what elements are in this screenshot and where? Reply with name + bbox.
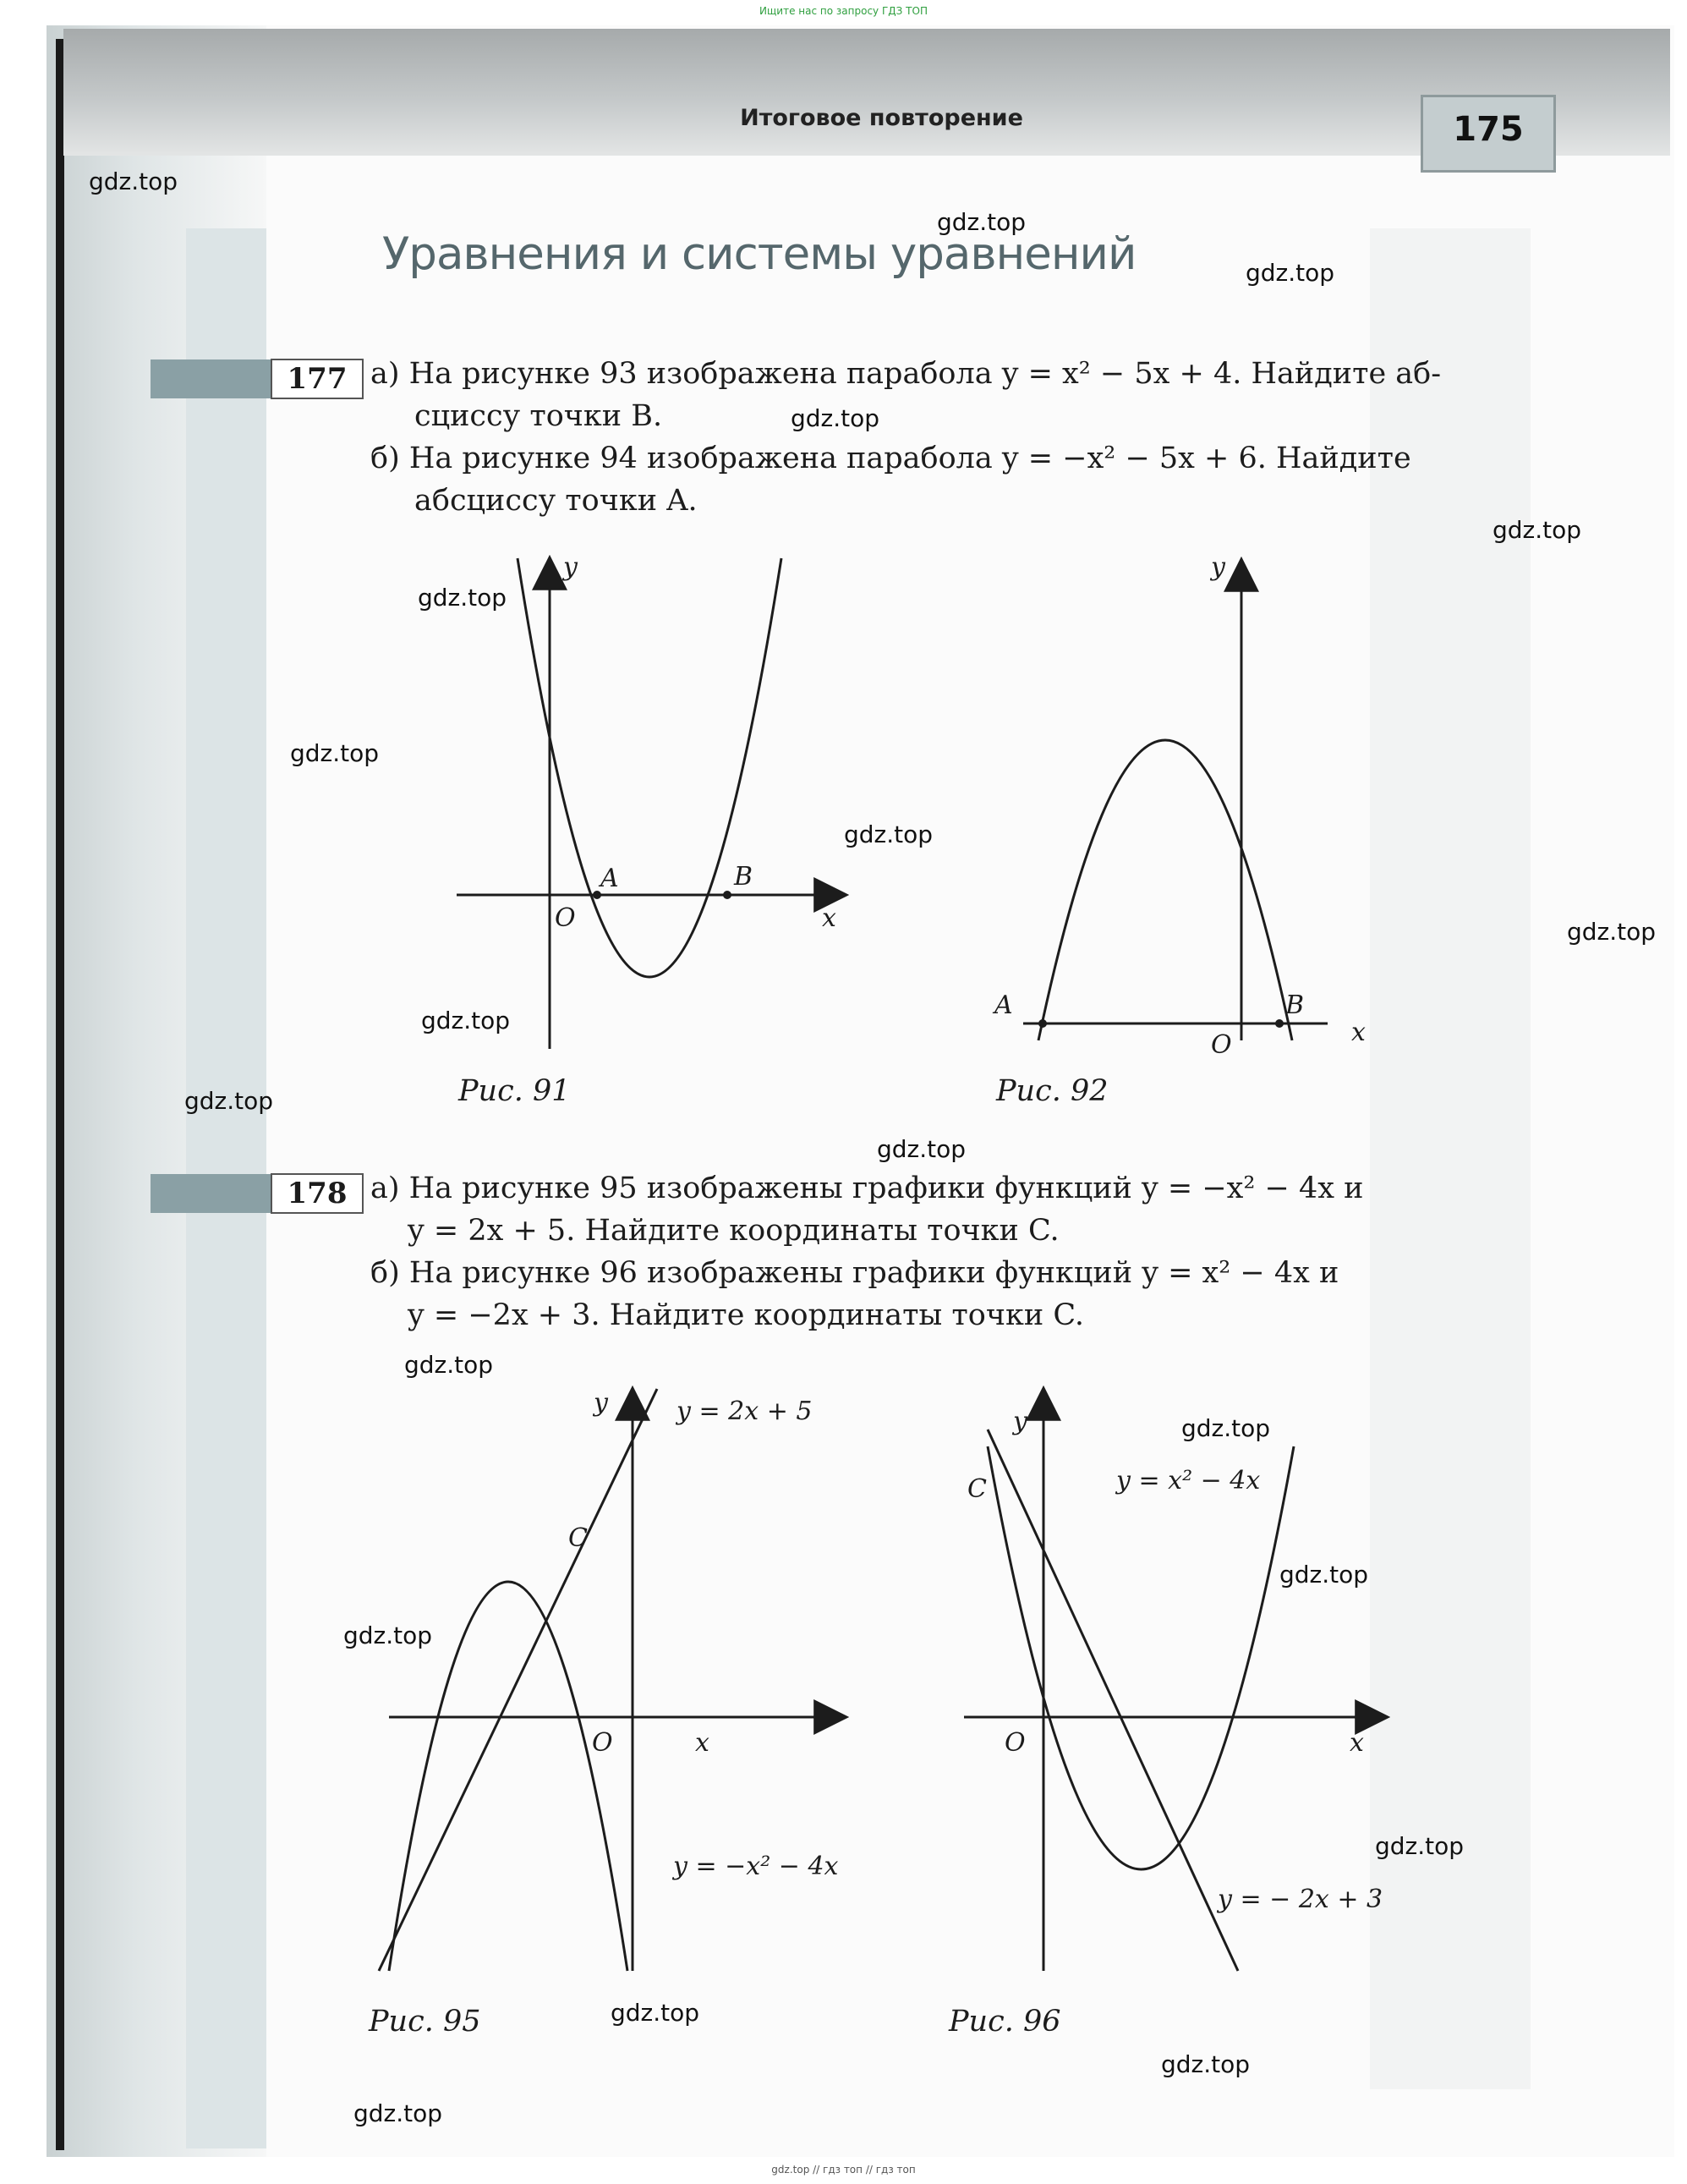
problem-177-line-2: сциссу точки B. [414, 399, 663, 433]
fig95-line-label: y = 2x + 5 [676, 1397, 813, 1426]
watermark: gdz.top [89, 167, 178, 195]
fig92-b-label: B [1285, 990, 1305, 1020]
watermark: gdz.top [1181, 1414, 1271, 1442]
watermark: gdz.top [937, 208, 1027, 236]
fig91-caption: Рис. 91 [458, 1074, 571, 1108]
watermark: gdz.top [1493, 516, 1582, 544]
watermark: gdz.top [611, 1999, 700, 2027]
fig95-line [379, 1389, 657, 1971]
problem-marker-bar [151, 359, 271, 398]
fig95-x-label: x [695, 1728, 709, 1758]
problem-178-line-2: y = 2x + 5. Найдите координаты точки C. [408, 1214, 1060, 1248]
fig95-caption: Рис. 95 [369, 2005, 481, 2039]
problem-177-line-4: абсциссу точки A. [414, 484, 698, 518]
fig96-line [988, 1429, 1238, 1971]
fig96-line-label: y = − 2x + 3 [1218, 1885, 1383, 1914]
problem-marker-bar [151, 1174, 271, 1213]
fig91-origin-label: O [555, 903, 576, 933]
problem-number: 178 [271, 1173, 364, 1214]
watermark: gdz.top [844, 820, 934, 848]
fig95-origin-label: O [592, 1728, 613, 1758]
fig96-parabola-label: y = x² − 4x [1116, 1466, 1261, 1495]
fig91-x-label: x [822, 903, 836, 933]
figure-91 [440, 541, 879, 1125]
fig91-b-label: B [734, 862, 753, 892]
watermark: gdz.top [1246, 259, 1335, 287]
watermark: gdz.top [184, 1087, 274, 1115]
watermark: gdz.top [353, 2099, 443, 2127]
watermark: gdz.top [877, 1135, 967, 1163]
watermark: gdz.top [404, 1351, 494, 1379]
fig91-point-b [723, 891, 731, 899]
watermark: gdz.top [1567, 918, 1657, 946]
fig92-point-b [1275, 1019, 1284, 1028]
fig96-x-label: x [1350, 1728, 1364, 1758]
watermark: gdz.top [290, 739, 380, 767]
figure-92 [989, 550, 1395, 1074]
figure-96 [947, 1379, 1421, 1988]
problem-178-line-4: y = −2x + 3. Найдите координаты точки C. [408, 1298, 1084, 1332]
fig95-y-label: y [594, 1388, 608, 1418]
problem-177-line-1: а) На рисунке 93 изображена парабола y = x² − 5x + 4. Найдите аб- [370, 357, 1442, 391]
bottom-watermark: gdz.top // гдз топ // гдз топ [771, 2164, 916, 2176]
fig91-a-label: A [600, 864, 619, 893]
fig92-a-label: A [994, 990, 1013, 1020]
fig91-y-label: y [563, 552, 578, 582]
fig92-caption: Рис. 92 [996, 1074, 1109, 1108]
problem-177-line-3: б) На рисунке 94 изображена парабола y = −x² − 5x + 6. Найдите [370, 442, 1411, 475]
fig92-x-label: x [1351, 1018, 1366, 1047]
problem-number: 177 [271, 359, 364, 399]
fig96-c-label: C [967, 1474, 987, 1504]
page-number: 175 [1453, 110, 1524, 149]
problem-178-line-3: б) На рисунке 96 изображены графики функций y = x² − 4x и [370, 1256, 1339, 1290]
fig92-parabola [1038, 740, 1292, 1040]
watermark: gdz.top [791, 404, 880, 432]
page-spine [56, 39, 64, 2150]
running-header: Итоговое повторение [740, 105, 1023, 131]
fig92-point-a [1038, 1019, 1047, 1028]
watermark: gdz.top [1375, 1832, 1465, 1860]
fig92-origin-label: O [1211, 1030, 1232, 1060]
fig96-origin-label: O [1005, 1728, 1026, 1758]
fig95-c-label: C [568, 1523, 588, 1553]
fig96-caption: Рис. 96 [949, 2005, 1061, 2039]
watermark: gdz.top [343, 1622, 433, 1649]
fig96-y-label: y [1013, 1407, 1027, 1436]
watermark: gdz.top [418, 584, 507, 612]
section-title: Уравнения и системы уравнений [382, 228, 1137, 280]
watermark: gdz.top [1161, 2050, 1251, 2078]
watermark: gdz.top [1279, 1561, 1369, 1589]
problem-178-line-1: а) На рисунке 95 изображены графики функций y = −x² − 4x и [370, 1172, 1364, 1205]
top-watermark: Ищите нас по запросу ГДЗ ТОП [759, 5, 928, 17]
watermark: gdz.top [421, 1007, 511, 1034]
fig95-parabola-label: y = −x² − 4x [673, 1852, 839, 1881]
figure-95 [372, 1379, 846, 1988]
fig96-parabola [988, 1446, 1294, 1869]
fig92-y-label: y [1211, 552, 1225, 582]
